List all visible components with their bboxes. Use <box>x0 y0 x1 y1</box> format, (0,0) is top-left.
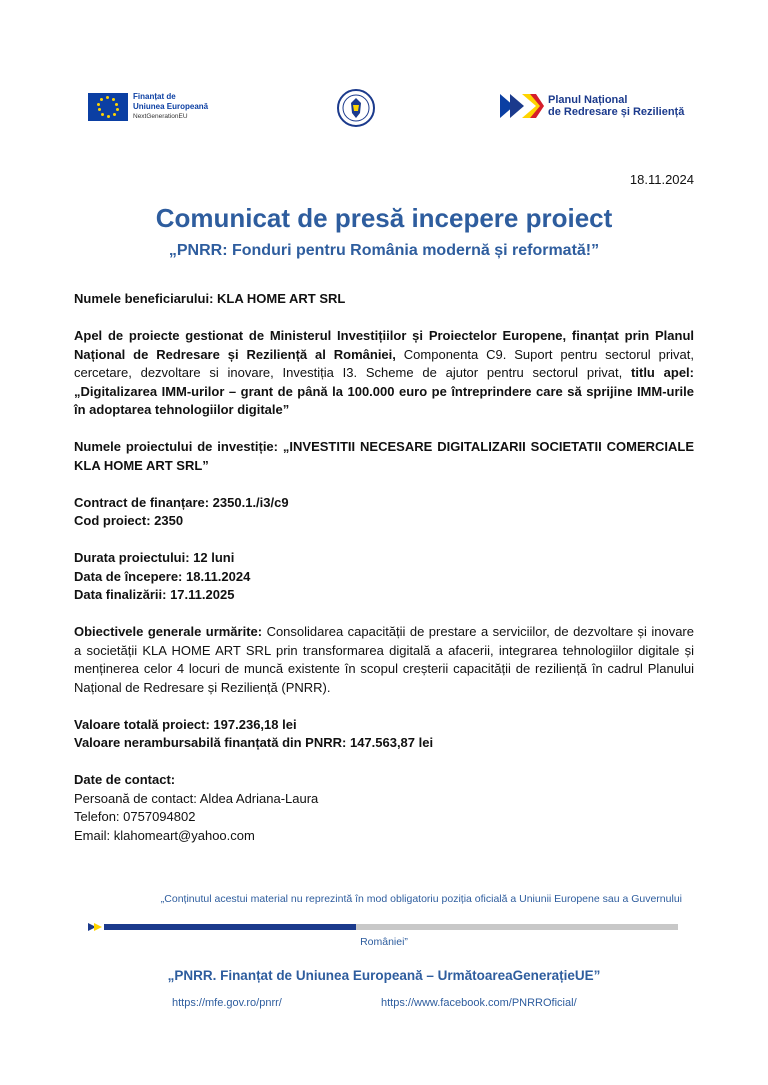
facebook-link[interactable]: https://www.facebook.com/PNRROficial/ <box>381 997 577 1009</box>
pnrr-logo <box>500 94 684 118</box>
eu-funding-logo <box>88 92 208 122</box>
eu-logo-line3: NextGenerationEU <box>133 113 188 120</box>
footer-title: „PNRR. Finanțat de Uniunea Europeană – UrmătoareaGenerațieUE” <box>167 968 601 983</box>
grant-value-line: Valoare nerambursabilă finanțată din PNRR: 147.563,87 lei <box>74 735 434 750</box>
pnrr-logo-line2: de Redresare și Reziliență <box>548 106 685 118</box>
pnrr-arrow-icon <box>500 94 544 118</box>
call-normal-text: Componenta C9. Suport pentru sectorul privat, cercetare, dezvoltare si inovare, Investiția I3. Scheme de ajutor pentru sectorul privat, <box>74 346 694 380</box>
end-date-line: Data finalizării: 17.11.2025 <box>74 587 235 602</box>
footer-disclaimer: „Conținutul acestui material nu reprezintă în mod obligatoriu poziția oficială a Uniunii Europene sau a Guvernului <box>160 893 682 905</box>
contact-phone: Telefon: 0757094802 <box>74 809 196 824</box>
contact-heading: Date de contact: <box>74 772 176 787</box>
objectives-paragraph <box>74 623 694 697</box>
project-code-line: Cod proiect: 2350 <box>74 513 184 528</box>
objectives-label: Obiectivele generale urmărite: <box>74 624 263 639</box>
mfe-link[interactable]: https://mfe.gov.ro/pnrr/ <box>172 997 282 1009</box>
dates-block <box>74 549 694 605</box>
contract-block <box>74 494 694 531</box>
start-date-line: Data de începere: 18.11.2024 <box>74 568 251 584</box>
call-bold-intro: Apel de proiecte gestionat de Ministerul Investițiilor și Proiectelor Europene, finanțat prin Planul Național de Redresare și Reziliență al României, <box>74 328 694 362</box>
project-name-value: „INVESTITII NECESARE DIGITALIZARII SOCIETATII COMERCIALE KLA HOME ART SRL” <box>74 439 694 473</box>
page-title: Comunicat de presă incepere proiect <box>155 203 613 233</box>
contact-block <box>74 771 694 845</box>
document-body <box>74 290 694 864</box>
project-name-label: Numele proiectului de investiție: <box>74 439 278 454</box>
eu-logo-line1: Finanțat de <box>133 92 176 101</box>
duration-line: Durata proiectului: 12 luni <box>74 550 235 565</box>
contact-person: Persoană de contact: Aldea Adriana-Laura <box>74 790 319 806</box>
contact-email: Email: klahomeart@yahoo.com <box>74 827 255 843</box>
call-title: titlu apel: „Digitalizarea IMM-urilor – grant de până la 100.000 euro pe întreprindere care să sprijine IMM-urile în adoptarea tehnologiilor digitale” <box>74 365 694 417</box>
beneficiary-line: Numele beneficiarului: KLA HOME ART SRL <box>74 291 346 306</box>
page-subtitle: „PNRR: Fonduri pentru România modernă și reformată!” <box>168 242 600 259</box>
pnrr-logo-line1: Planul Național <box>548 94 628 106</box>
call-paragraph <box>74 327 694 420</box>
project-name-paragraph <box>74 438 694 475</box>
values-block <box>74 716 694 753</box>
footer-disclaimer-end: României” <box>360 936 408 948</box>
eu-logo-line2: Uniunea Europeană <box>133 102 209 111</box>
document-date: 18.11.2024 <box>629 172 694 187</box>
objectives-text: Consolidarea capacității de prestare a serviciilor, de dezvoltare și inovare a societății KLA HOME ART SRL prin transformarea digitală a afacerii, integrarea tehnologiilor digitale și menținerea celor 4 locuri de muncă existente în scopul creșterii capacității de reziliență în cadrul Planului Național de Redresare și Reziliență (PNRR). <box>74 624 694 695</box>
total-value-line: Valoare totală proiect: 197.236,18 lei <box>74 716 297 732</box>
eu-flag-icon <box>88 93 128 121</box>
romanian-government-seal-icon <box>337 89 375 127</box>
contract-line: Contract de finanțare: 2350.1./i3/c9 <box>74 494 289 510</box>
footer-divider-bar <box>88 923 678 931</box>
